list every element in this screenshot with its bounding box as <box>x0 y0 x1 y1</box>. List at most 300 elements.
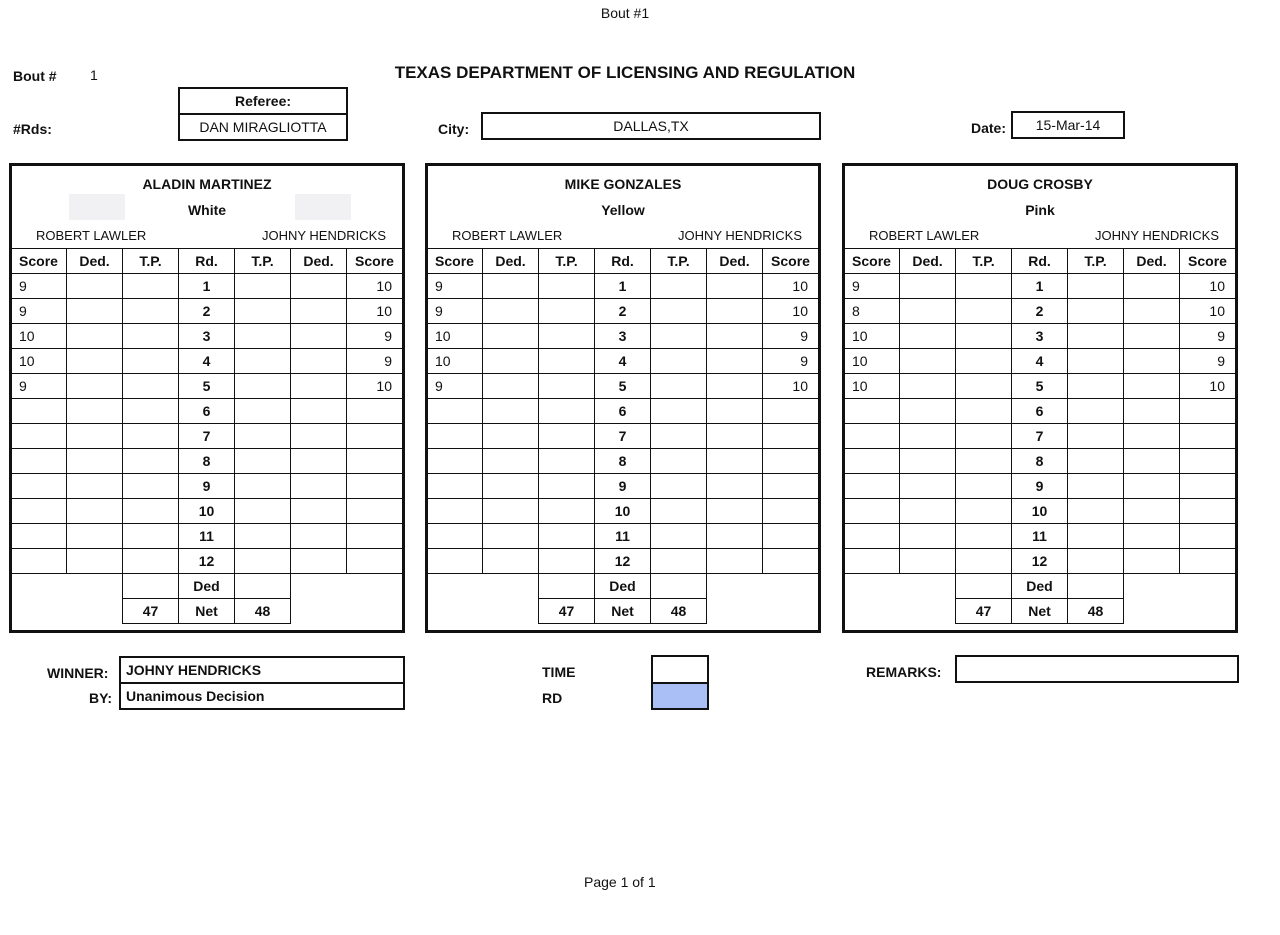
round-row <box>427 499 819 524</box>
score-cell <box>900 324 956 349</box>
round-row <box>11 324 403 349</box>
score-cell <box>539 374 595 399</box>
score-cell <box>539 324 595 349</box>
right-score <box>1180 399 1236 424</box>
score-cell <box>291 499 347 524</box>
round-row <box>427 274 819 299</box>
date-label: Date: <box>971 120 1007 136</box>
score-cell <box>67 349 123 374</box>
score-cell <box>900 499 956 524</box>
right-score: 10 <box>347 299 403 324</box>
score-cell <box>900 474 956 499</box>
score-cell <box>956 499 1012 524</box>
right-score <box>1180 474 1236 499</box>
score-cell <box>291 299 347 324</box>
left-score <box>844 424 900 449</box>
score-cell <box>900 449 956 474</box>
left-score <box>427 424 483 449</box>
round-row <box>844 524 1236 549</box>
score-cell <box>1068 349 1124 374</box>
score-cell <box>67 324 123 349</box>
page-number: Page 1 of 1 <box>584 874 656 890</box>
score-cell <box>235 449 291 474</box>
round-number: 10 <box>1012 499 1068 524</box>
score-cell <box>651 449 707 474</box>
score-table <box>426 248 819 624</box>
score-cell <box>67 499 123 524</box>
round-number: 9 <box>1012 474 1068 499</box>
corner-right-fighter: JOHNY HENDRICKS <box>1094 228 1219 243</box>
score-cell <box>956 474 1012 499</box>
score-cell <box>1068 474 1124 499</box>
score-cell <box>123 474 179 499</box>
time-value <box>653 657 707 684</box>
left-score <box>427 549 483 574</box>
score-cell <box>291 399 347 424</box>
right-net-total: 48 <box>235 599 291 624</box>
score-cell <box>235 324 291 349</box>
ded-label: Ded <box>1012 574 1068 599</box>
right-net-total: 48 <box>651 599 707 624</box>
column-header: T.P. <box>956 249 1012 274</box>
score-cell <box>956 324 1012 349</box>
judge-color: White <box>187 202 227 218</box>
column-header: Ded. <box>707 249 763 274</box>
round-number: 4 <box>179 349 235 374</box>
left-score <box>427 474 483 499</box>
round-number: 11 <box>595 524 651 549</box>
score-cell <box>291 524 347 549</box>
score-cell <box>483 324 539 349</box>
round-row <box>427 424 819 449</box>
left-score <box>844 499 900 524</box>
score-cell <box>1068 299 1124 324</box>
column-header: Score <box>763 249 819 274</box>
left-score <box>427 399 483 424</box>
score-cell <box>900 549 956 574</box>
round-row <box>427 374 819 399</box>
score-cell <box>707 374 763 399</box>
score-cell <box>1068 374 1124 399</box>
blank <box>11 574 123 599</box>
time-rd-box <box>651 655 709 710</box>
right-score: 10 <box>1180 274 1236 299</box>
score-cell <box>956 299 1012 324</box>
score-cell <box>1068 524 1124 549</box>
right-score <box>347 524 403 549</box>
score-cell <box>956 349 1012 374</box>
score-cell <box>1124 449 1180 474</box>
right-score <box>763 474 819 499</box>
score-cell <box>1068 424 1124 449</box>
score-cell <box>707 449 763 474</box>
round-row <box>427 399 819 424</box>
left-score: 10 <box>427 349 483 374</box>
left-score <box>11 499 67 524</box>
round-row <box>427 474 819 499</box>
result-box <box>119 656 405 710</box>
score-cell <box>483 349 539 374</box>
round-row <box>844 449 1236 474</box>
right-score <box>1180 424 1236 449</box>
score-cell <box>1124 474 1180 499</box>
judge-name: ALADIN MARTINEZ <box>142 176 272 192</box>
left-score: 9 <box>11 374 67 399</box>
judge-scorecard <box>425 163 821 633</box>
corner-left-fighter: ROBERT LAWLER <box>36 228 147 243</box>
left-score <box>844 549 900 574</box>
score-cell <box>67 524 123 549</box>
score-cell <box>123 324 179 349</box>
score-cell <box>539 524 595 549</box>
score-cell <box>707 299 763 324</box>
right-score: 10 <box>763 299 819 324</box>
score-cell <box>483 374 539 399</box>
left-net-total: 47 <box>539 599 595 624</box>
smudge <box>69 194 125 220</box>
round-row <box>427 549 819 574</box>
column-header: Score <box>844 249 900 274</box>
score-cell <box>123 274 179 299</box>
left-score <box>11 424 67 449</box>
column-header: Rd. <box>1012 249 1068 274</box>
column-header: T.P. <box>651 249 707 274</box>
score-cell <box>956 524 1012 549</box>
score-cell <box>707 549 763 574</box>
left-score: 10 <box>427 324 483 349</box>
left-score <box>844 474 900 499</box>
time-label: TIME <box>542 664 576 680</box>
right-score: 9 <box>1180 324 1236 349</box>
round-row <box>844 349 1236 374</box>
smudge <box>295 194 351 220</box>
referee-box <box>178 87 348 141</box>
right-score: 10 <box>763 374 819 399</box>
right-score <box>1180 524 1236 549</box>
score-cell <box>235 549 291 574</box>
blank <box>707 599 819 624</box>
score-cell <box>1068 449 1124 474</box>
blank <box>707 574 819 599</box>
score-cell <box>123 449 179 474</box>
score-cell <box>651 549 707 574</box>
round-number: 8 <box>1012 449 1068 474</box>
right-score: 9 <box>347 349 403 374</box>
right-ded-total <box>651 574 707 599</box>
column-header: Ded. <box>900 249 956 274</box>
right-score <box>763 449 819 474</box>
score-cell <box>651 274 707 299</box>
right-score <box>763 549 819 574</box>
round-number: 6 <box>1012 399 1068 424</box>
score-cell <box>707 474 763 499</box>
judge-scorecard <box>9 163 405 633</box>
column-header: Ded. <box>483 249 539 274</box>
score-cell <box>1124 274 1180 299</box>
left-ded-total <box>539 574 595 599</box>
right-score: 10 <box>347 374 403 399</box>
blank <box>1124 574 1236 599</box>
column-header: Score <box>1180 249 1236 274</box>
score-cell <box>651 349 707 374</box>
round-row <box>844 299 1236 324</box>
left-score: 10 <box>844 374 900 399</box>
score-cell <box>235 374 291 399</box>
score-cell <box>651 324 707 349</box>
score-cell <box>123 499 179 524</box>
right-score: 10 <box>1180 374 1236 399</box>
score-cell <box>1068 549 1124 574</box>
right-score: 9 <box>1180 349 1236 374</box>
score-cell <box>291 449 347 474</box>
round-row <box>844 499 1236 524</box>
score-cell <box>291 374 347 399</box>
score-cell <box>67 299 123 324</box>
blank <box>427 574 539 599</box>
score-cell <box>123 549 179 574</box>
left-score <box>427 499 483 524</box>
score-cell <box>707 349 763 374</box>
column-header: Ded. <box>1124 249 1180 274</box>
score-cell <box>235 424 291 449</box>
round-row <box>427 449 819 474</box>
right-score <box>763 399 819 424</box>
score-cell <box>651 474 707 499</box>
round-row <box>11 399 403 424</box>
round-number: 9 <box>595 474 651 499</box>
score-cell <box>67 374 123 399</box>
left-net-total: 47 <box>956 599 1012 624</box>
left-score: 9 <box>427 299 483 324</box>
round-row <box>844 549 1236 574</box>
judge-name: DOUG CROSBY <box>987 176 1093 192</box>
score-cell <box>539 424 595 449</box>
right-score <box>1180 549 1236 574</box>
round-row <box>11 374 403 399</box>
column-header: Ded. <box>291 249 347 274</box>
left-score <box>844 399 900 424</box>
round-number: 3 <box>595 324 651 349</box>
corner-right-fighter: JOHNY HENDRICKS <box>677 228 802 243</box>
left-score: 10 <box>11 349 67 374</box>
score-cell <box>1124 324 1180 349</box>
score-cell <box>291 474 347 499</box>
round-number: 5 <box>595 374 651 399</box>
score-cell <box>539 299 595 324</box>
left-ded-total <box>123 574 179 599</box>
round-row <box>844 399 1236 424</box>
left-score: 8 <box>844 299 900 324</box>
left-score: 10 <box>844 324 900 349</box>
score-cell <box>1124 499 1180 524</box>
left-score: 9 <box>11 274 67 299</box>
score-cell <box>651 399 707 424</box>
left-score: 9 <box>427 374 483 399</box>
score-cell <box>483 424 539 449</box>
score-cell <box>651 299 707 324</box>
score-cell <box>1124 299 1180 324</box>
remarks-field <box>955 655 1239 683</box>
right-score <box>1180 499 1236 524</box>
score-cell <box>67 424 123 449</box>
score-cell <box>707 399 763 424</box>
score-cell <box>707 274 763 299</box>
score-cell <box>67 449 123 474</box>
score-cell <box>235 299 291 324</box>
blank <box>11 599 123 624</box>
round-row <box>427 349 819 374</box>
round-row <box>11 449 403 474</box>
right-score <box>763 424 819 449</box>
blank <box>291 574 403 599</box>
round-row <box>427 324 819 349</box>
right-score <box>763 499 819 524</box>
corner-left-fighter: ROBERT LAWLER <box>869 228 980 243</box>
score-cell <box>651 499 707 524</box>
right-net-total: 48 <box>1068 599 1124 624</box>
score-cell <box>483 474 539 499</box>
score-cell <box>651 524 707 549</box>
ded-label: Ded <box>595 574 651 599</box>
score-cell <box>235 399 291 424</box>
right-score <box>347 549 403 574</box>
score-cell <box>235 524 291 549</box>
left-score <box>844 524 900 549</box>
right-score <box>347 449 403 474</box>
score-cell <box>1124 424 1180 449</box>
score-cell <box>900 399 956 424</box>
score-cell <box>483 549 539 574</box>
net-label: Net <box>595 599 651 624</box>
left-score <box>11 524 67 549</box>
round-number: 4 <box>595 349 651 374</box>
score-cell <box>123 374 179 399</box>
round-row <box>844 474 1236 499</box>
round-row <box>11 474 403 499</box>
blank <box>291 599 403 624</box>
round-number: 4 <box>1012 349 1068 374</box>
round-row <box>427 299 819 324</box>
right-score <box>763 524 819 549</box>
right-score <box>347 474 403 499</box>
score-cell <box>956 374 1012 399</box>
blank <box>844 599 956 624</box>
score-cell <box>483 499 539 524</box>
round-number: 12 <box>179 549 235 574</box>
right-score <box>347 499 403 524</box>
rd-value <box>653 684 707 708</box>
round-number: 6 <box>179 399 235 424</box>
score-cell <box>235 499 291 524</box>
score-cell <box>539 474 595 499</box>
score-cell <box>1068 499 1124 524</box>
left-score <box>11 474 67 499</box>
column-header: Score <box>427 249 483 274</box>
left-net-total: 47 <box>123 599 179 624</box>
round-number: 8 <box>595 449 651 474</box>
city-field: DALLAS,TX <box>481 112 821 140</box>
round-number: 1 <box>179 274 235 299</box>
round-row <box>844 324 1236 349</box>
round-row <box>844 424 1236 449</box>
score-cell <box>1068 324 1124 349</box>
score-cell <box>291 424 347 449</box>
round-number: 3 <box>1012 324 1068 349</box>
score-cell <box>1068 399 1124 424</box>
score-cell <box>651 374 707 399</box>
round-number: 2 <box>595 299 651 324</box>
round-number: 5 <box>1012 374 1068 399</box>
blank <box>844 574 956 599</box>
score-cell <box>1124 399 1180 424</box>
column-header: T.P. <box>539 249 595 274</box>
score-cell <box>956 424 1012 449</box>
score-cell <box>539 274 595 299</box>
corner-left-fighter: ROBERT LAWLER <box>452 228 563 243</box>
score-cell <box>483 449 539 474</box>
score-cell <box>539 499 595 524</box>
score-cell <box>483 274 539 299</box>
round-number: 8 <box>179 449 235 474</box>
score-cell <box>956 449 1012 474</box>
left-score <box>427 449 483 474</box>
score-cell <box>483 299 539 324</box>
score-cell <box>539 549 595 574</box>
round-number: 2 <box>1012 299 1068 324</box>
column-header: Rd. <box>595 249 651 274</box>
page-header: Bout #1 <box>600 5 650 21</box>
left-score: 9 <box>427 274 483 299</box>
round-row <box>844 274 1236 299</box>
referee-label: Referee: <box>180 89 346 115</box>
left-score: 9 <box>844 274 900 299</box>
by-label: BY: <box>89 690 113 706</box>
score-cell <box>707 499 763 524</box>
round-row <box>11 274 403 299</box>
column-header: T.P. <box>123 249 179 274</box>
round-number: 9 <box>179 474 235 499</box>
score-cell <box>900 349 956 374</box>
right-score <box>347 424 403 449</box>
left-score: 9 <box>11 299 67 324</box>
score-cell <box>900 274 956 299</box>
corner-right-fighter: JOHNY HENDRICKS <box>261 228 386 243</box>
round-number: 10 <box>179 499 235 524</box>
score-cell <box>1124 349 1180 374</box>
left-score <box>427 524 483 549</box>
column-header: Ded. <box>67 249 123 274</box>
score-cell <box>539 349 595 374</box>
right-ded-total <box>1068 574 1124 599</box>
right-score: 9 <box>763 324 819 349</box>
score-cell <box>235 274 291 299</box>
score-cell <box>123 399 179 424</box>
net-label: Net <box>179 599 235 624</box>
judge-scorecard <box>842 163 1238 633</box>
left-ded-total <box>956 574 1012 599</box>
left-score: 10 <box>11 324 67 349</box>
round-number: 1 <box>1012 274 1068 299</box>
left-score <box>11 449 67 474</box>
winner-label: WINNER: <box>47 665 109 681</box>
score-cell <box>900 424 956 449</box>
round-row <box>11 549 403 574</box>
column-header: T.P. <box>235 249 291 274</box>
round-number: 1 <box>595 274 651 299</box>
rd-label: RD <box>542 690 563 706</box>
round-row <box>11 349 403 374</box>
round-row <box>11 524 403 549</box>
